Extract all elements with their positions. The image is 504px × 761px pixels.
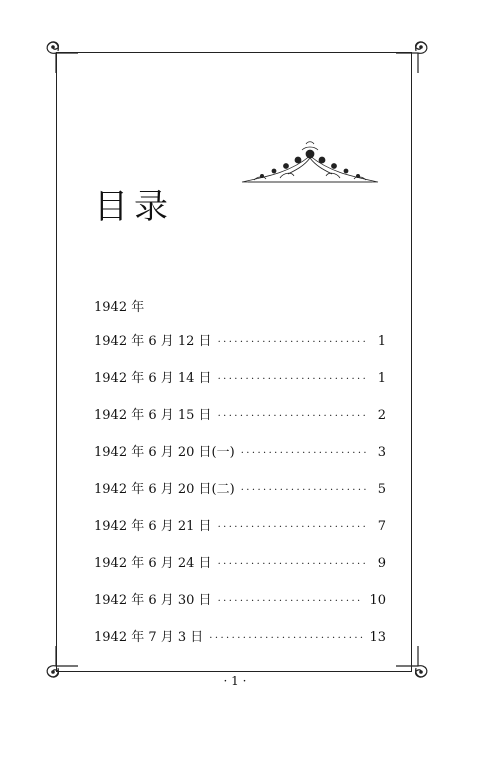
dot-leader — [241, 448, 368, 459]
toc-entry-label: 1942 年 6 月 12 日 — [94, 334, 212, 349]
toc-entry-label: 1942 年 6 月 20 日(二) — [94, 482, 235, 497]
dot-leader — [218, 374, 368, 385]
dot-leader — [218, 559, 368, 570]
dot-leader — [241, 485, 368, 496]
toc-entry-page: 10 — [369, 593, 386, 608]
page-title: 目录 — [94, 186, 174, 227]
toc-entry-label: 1942 年 6 月 14 日 — [94, 371, 212, 386]
floral-ornament-icon — [240, 136, 380, 186]
table-of-contents — [94, 330, 386, 663]
toc-entry[interactable] — [94, 367, 386, 404]
toc-entry[interactable] — [94, 404, 386, 441]
toc-entry-label: 1942 年 6 月 15 日 — [94, 408, 212, 423]
toc-entry-page: 9 — [377, 556, 386, 571]
toc-entry[interactable] — [94, 626, 386, 663]
toc-entry[interactable] — [94, 589, 386, 626]
dot-leader — [209, 633, 363, 644]
section-heading: 1942 年 — [94, 300, 145, 315]
dot-leader — [218, 522, 368, 533]
dot-leader — [218, 411, 368, 422]
toc-entry[interactable] — [94, 441, 386, 478]
toc-entry-page: 7 — [377, 519, 386, 534]
toc-entry[interactable] — [94, 552, 386, 589]
toc-entry-page: 13 — [369, 630, 386, 645]
toc-entry[interactable] — [94, 515, 386, 552]
toc-entry-label: 1942 年 6 月 20 日(一) — [94, 445, 235, 460]
toc-entry-page: 2 — [377, 408, 386, 423]
toc-entry-page: 1 — [377, 371, 386, 386]
dot-leader — [218, 337, 368, 348]
corner-flourish-icon — [394, 35, 434, 75]
toc-entry-label: 1942 年 7 月 3 日 — [94, 630, 204, 645]
toc-entry-label: 1942 年 6 月 24 日 — [94, 556, 212, 571]
page-number: · 1 · — [223, 674, 247, 688]
corner-flourish-icon — [40, 35, 80, 75]
toc-entry-label: 1942 年 6 月 30 日 — [94, 593, 212, 608]
dot-leader — [218, 596, 364, 607]
toc-entry-page: 3 — [377, 445, 386, 460]
toc-entry-label: 1942 年 6 月 21 日 — [94, 519, 212, 534]
toc-entry[interactable] — [94, 330, 386, 367]
toc-entry[interactable] — [94, 478, 386, 515]
toc-entry-page: 5 — [377, 482, 386, 497]
toc-entry-page: 1 — [377, 334, 386, 349]
